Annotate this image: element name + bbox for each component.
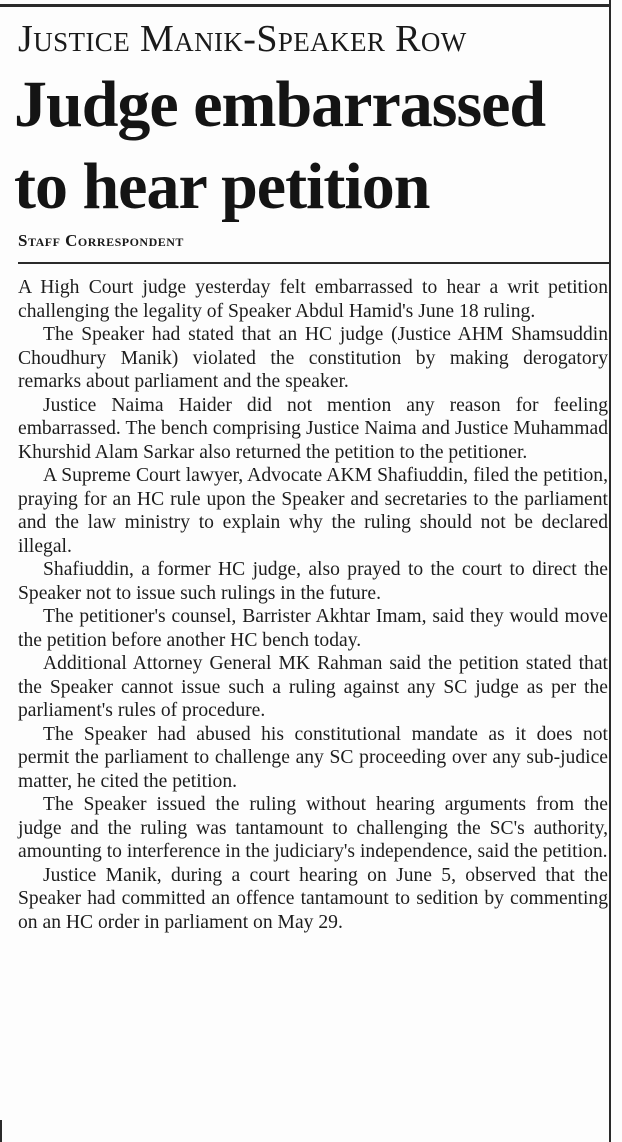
paragraph: A High Court judge yesterday felt embarrassed to hear a writ petition challenging the legality of Speaker Abdul Hamid's June 18 ruling. [18, 277, 608, 322]
paragraph: The petitioner's counsel, Barrister Akhtar Imam, said they would move the petition before another HC bench today. [18, 606, 608, 651]
byline: Staff Correspondent [18, 231, 184, 250]
headline-line: to hear petition [14, 150, 430, 223]
paragraph: Justice Naima Haider did not mention any reason for feeling embarrassed. The bench comprising Justice Naima and Justice Muhammad Khurshid Alam Sarkar also returned the petition to the petitioner. [18, 394, 608, 463]
headline [14, 64, 604, 228]
left-edge-rule [0, 1120, 2, 1142]
paragraph: Shafiuddin, a former HC judge, also prayed to the court to direct the Speaker not to issue such rulings in the future. [18, 559, 608, 604]
paragraph: Justice Manik, during a court hearing on June 5, observed that the Speaker had committed an offence tantamount to sedition by commenting on an HC order in parliament on May 29. [18, 864, 608, 933]
paragraph: The Speaker had stated that an HC judge (Justice AHM Shamsuddin Choudhury Manik) violated the constitution by making derogatory remarks about parliament and the speaker. [18, 324, 608, 392]
kicker: Justice Manik-Speaker Row [18, 18, 467, 60]
paragraph: A Supreme Court lawyer, Advocate AKM Shafiuddin, filed the petition, praying for an HC rule upon the Speaker and secretaries to the parliament and the law ministry to explain why the ruling should not be declared illegal. [18, 465, 608, 557]
paragraph: The Speaker had abused his constitutional mandate as it does not permit the parliament to challenge any SC proceeding over any sub-judice matter, he cited the petition. [18, 723, 608, 792]
paragraph: Additional Attorney General MK Rahman said the petition stated that the Speaker cannot issue such a ruling against any SC judge as per the parliament's rules of procedure. [18, 653, 608, 721]
byline-rule [18, 262, 609, 264]
top-rule [0, 4, 609, 7]
paragraph: The Speaker issued the ruling without hearing arguments from the judge and the ruling was tantamount to challenging the SC's authority, amounting to interference in the judiciary's independence, said the petition. [18, 794, 608, 862]
headline-line: Judge embarrassed [14, 68, 546, 141]
column-rule [609, 0, 611, 1142]
article-body [18, 276, 608, 934]
